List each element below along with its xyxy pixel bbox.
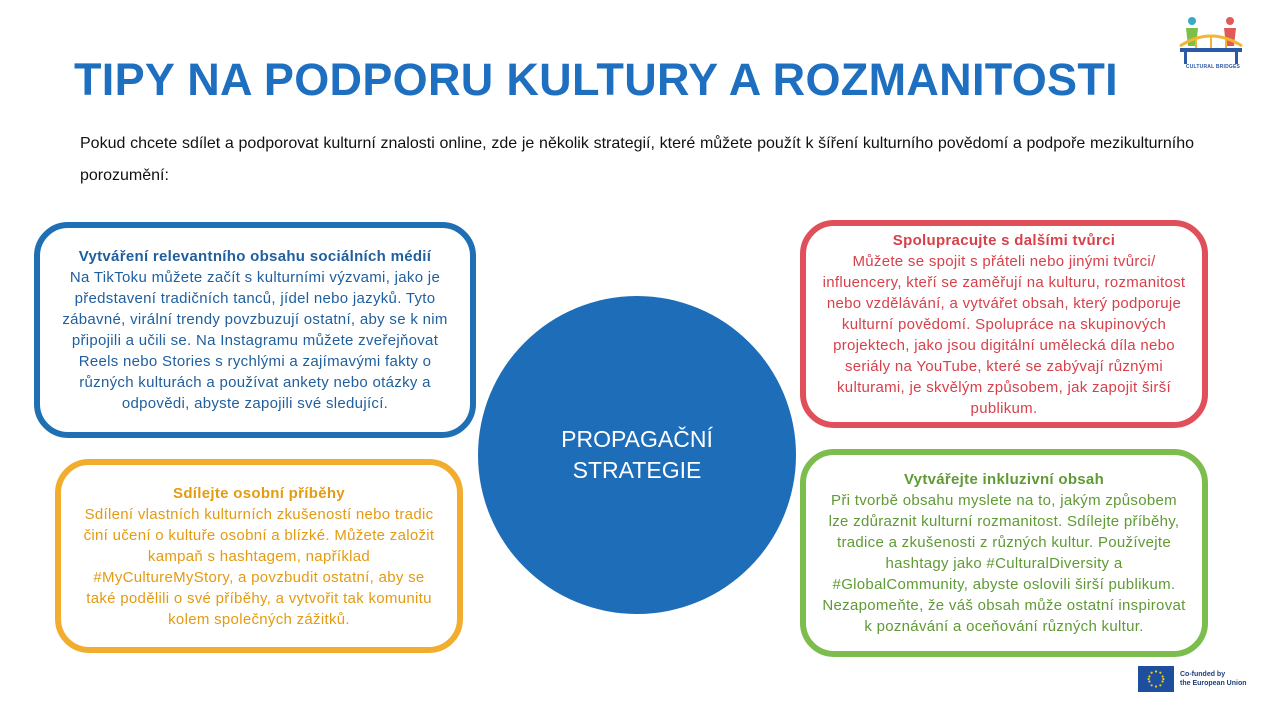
personal-stories-tip-body: Sdílení vlastních kulturních zkušeností nebo tradic činí učení o kultuře osobní a blízké. Můžete založit kampaň s hashtagem, například #MyCultureMyStory, a povzbudit ostatní, aby se také podělili o své příběhy, a vytvořit tak komunitu kolem společných zážitků. [83, 505, 435, 628]
social-media-tip-body: Na TikToku můžete začít s kulturními výzvami, jako je představení tradičních tanců, jídel nebo jazyků. Tyto zábavné, virální trendy povzbuzují ostatní, aby se k nim připojili a učili se. Na Instagramu můžete zveřejňovat Reels nebo Stories s rychlými a zajímavými fakty o různých kulturách a používat ankety nebo otázky a odpovědi, abyste zapojili své sledující. [62, 269, 448, 412]
inclusive-content-tip-body: Při tvorbě obsahu myslete na to, jakým způsobem lze zdůraznit kulturní rozmanitost. Sdílejte příběhy, tradice a zkušenosti z různých kultur. Používejte hashtagy jako #CulturalDiversity a #GlobalCommunity, abyste oslovili širší publikum. Nezapomeňte, že váš obsah může ostatní inspirovat k poznávání a oceňování různých kultur. [822, 492, 1186, 635]
inclusive-content-tip-box [800, 449, 1208, 657]
eu-flag-icon [1138, 666, 1174, 692]
inclusive-content-tip-heading: Vytvářejte inkluzivní obsah [903, 471, 1105, 488]
collaboration-tip-heading: Spolupracujte s dalšími tvůrci [892, 231, 1116, 249]
collaboration-tip-box [800, 220, 1208, 428]
center-circle [478, 296, 796, 614]
personal-stories-tip-box [55, 459, 463, 653]
intro-paragraph: Pokud chcete sdílet a podporovat kulturní znalosti online, zde je několik strategií, které můžete použít k šíření kulturního povědomí a podpoře mezikulturního porozumění: [80, 135, 1194, 184]
social-media-tip-heading: Vytváření relevantního obsahu sociálních médií [78, 248, 432, 265]
center-label: PROPAGAČNÍ STRATEGIE [561, 426, 713, 483]
eu-line-1: Co-funded by [1180, 671, 1226, 678]
eu-cofunded-text [1180, 670, 1247, 688]
personal-stories-tip-heading: Sdílejte osobní příběhy [173, 484, 345, 502]
eu-line-2: the European Union [1180, 680, 1247, 687]
page-title: TIPY NA PODPORU KULTURY A ROZMANITOSTI [74, 54, 1118, 105]
social-media-tip-box [34, 222, 476, 438]
eu-cofunded-badge [1138, 665, 1250, 693]
collaboration-tip-body: Můžete se spojit s přáteli nebo jinými tvůrci/ influencery, kteří se zaměřují na kulturu, rozmanitost nebo vzdělávání, a vytvářet obsah, který podporuje kulturní povědomí. Spolupráce na skupinových projektech, jako jsou digitální umělecká díla nebo seriály na YouTube, které se zabývají různými kulturami, je skvělým způsobem, jak zapojit širší publikum. [822, 252, 1186, 417]
logo-wordmark: CULTURAL BRIDGES [1185, 64, 1241, 70]
